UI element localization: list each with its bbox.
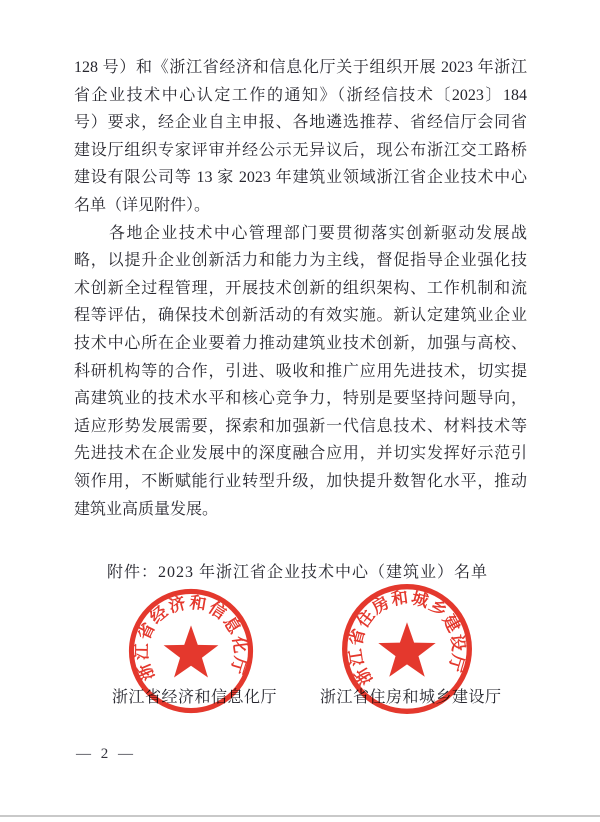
text-line: 科研机构等的合作，引进、吸收和推广应用先进技术，切实提 [74,362,527,380]
seal-arc-text-left: 浙江省经济和信息化厅 [132,592,251,684]
page-number: — 2 — [76,746,136,762]
text-line: 术创新全过程管理，开展技术创新的组织架构、工作机制和流 [74,279,527,297]
text-line: 先进技术在企业发展中的深度融合应用，并切实发挥好示范引 [74,445,527,463]
text-line: 名单（详见附件）。 [74,196,211,214]
signer-name-right: 浙江省住房和城乡建设厅 [320,689,502,706]
text-line: 建设厅组织专家评审并经公示无异议后，现公布浙江交工路桥 [74,141,527,159]
star-icon [378,622,435,677]
text-line: 各地企业技术中心管理部门要贯彻落实创新驱动发展战 [74,224,527,242]
text-line: 适应形势发展需要，探索和加强新一代信息技术、材料技术等 [74,417,527,435]
scan-edge-artifact [0,815,600,817]
text-line: 程等评估，确保技术创新活动的有效实施。新认定建筑业企业 [74,307,527,325]
text-line: 省企业技术中心认定工作的通知》（浙经信技术〔2023〕184 [74,86,527,104]
attachment-line: 附件：2023 年浙江省企业技术中心（建筑业）名单 [107,564,489,582]
text-line: 建筑业高质量发展。 [74,500,219,518]
star-icon [164,625,219,677]
official-seal-right-icon [340,582,474,716]
text-line: 技术中心所在企业要着力推动建筑业技术创新，加强与高校、 [74,334,527,352]
text-line: 略，以提升企业创新活力和能力为主线，督促指导企业强化技 [74,252,527,270]
signer-name-left: 浙江省经济和信息化厅 [112,689,278,706]
seal-arc-text-right: 浙江省住房和城乡建设厅 [345,587,469,689]
paragraph-announcement [74,54,527,220]
official-seal-left-icon [127,587,255,715]
text-line: 建设有限公司等 13 家 2023 年建筑业领域浙江省企业技术中心 [74,169,527,187]
document-body [74,54,527,587]
text-line: 高建筑业的技术水平和核心竞争力，特别是要坚持问题导向， [74,390,527,408]
text-line: 128 号）和《浙江省经济和信息化厅关于组织开展 2023 年浙江 [74,59,527,76]
text-line: 领作用，不断赋能行业转型升级，加快提升数智化水平，推动 [74,472,527,490]
text-line: 号）要求，经企业自主申报、各地遴选推荐、省经信厅会同省 [74,114,527,132]
paragraph-requirements [74,220,527,524]
